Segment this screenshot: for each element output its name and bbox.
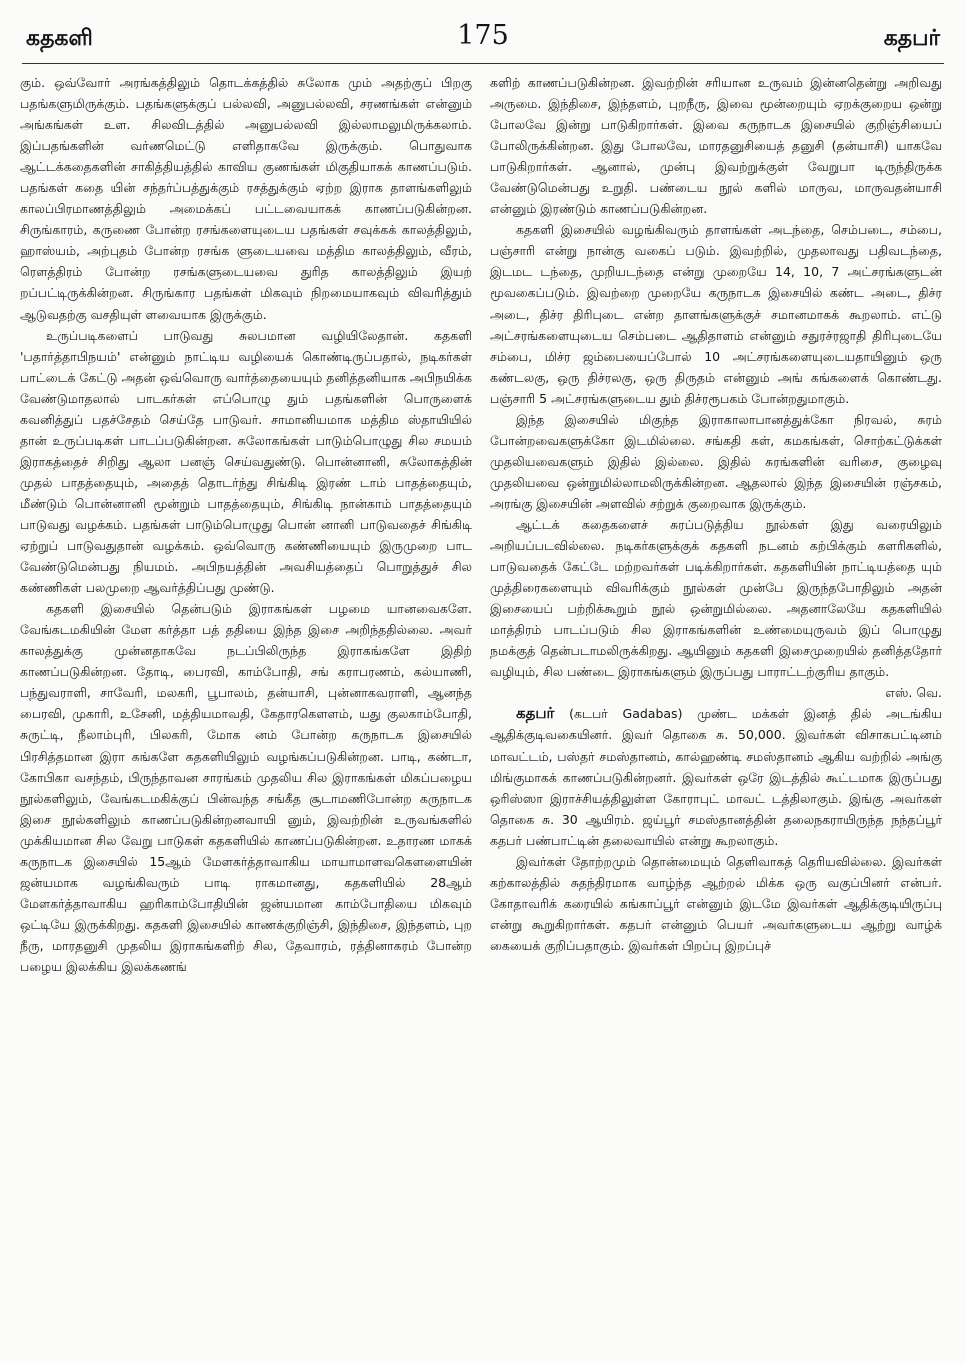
author-signature: எஸ். வெ. [885,685,942,701]
paragraph: கும். ஒவ்வோர் அரங்கத்திலும் தொடக்கத்தில் சுலோக மும் அதற்குப் பிறகு பதங்களுமிருக்கும். பதங்களுக்குப் பல்லவி, அனுபல்லவி, சரணங்கள் என்னும் அங்கங்கள் உள. சிலவிடத்தில் அனுபல்லவி இல்லாமலுமிருக்கலாம். இப்பதங்களின் வர்ணமெட்டு எளிதாகவே இருக்கும். பொதுவாக ஆட்டக்கதைகளின் சாகித்தியத்தில் காவிய குணங்கள் மிகுதியாகக் காணப்படும். பதங்கள் கதை யின் சந்தர்ப்பத்துக்கும் ரசத்துக்கும் ஏற்ற இராக தாளங்களிலும் காலப்பிரமாணத்திலும் அமைக்கப் பட்டவையாகக் காணப்படுகின்றன. சிருங்காரம், கருணை போன்ற ரசங்களையுடைய பதங்கள் சவுக்கக் காலத்திலும், ஹாஸ்யம், அற்புதம் போன்ற ரசங்க ளுடையவை மத்திம காலத்திலும், வீரம், ரௌத்திரம் போன்ற ரசங்களுடையவை துரித காலத்திலும் இயற் றப்பட்டிருக்கின்றன. சிருங்கார பதங்கள் மிகவும் நிறமையாகவும் விவரித்தும் ஆடுவதற்கு வசதியுள் ளவையாக இருக்கும். [20,75,472,322]
left-column [20,72,472,977]
header-rule [22,63,944,64]
paragraph: கதகளி இசையில் வழங்கிவரும் தாளங்கள் அடந்தை, செம்படை, சம்பை, பஞ்சாரி என்று நான்கு வகைப் படும். இவற்றில், முதலாவது பதிவடந்தை, இடமட டந்தை, முறியடந்தை என்று முறையே 14, 10, 7 அட்சரங்களுடன் மூவகைப்படும். இவற்றை முறையே கருநாடக இசையில் கண்ட அடை, திச்ர அடை, திச்ர திரிபுடை என்ற தாளங்களுக்குச் சமானமாகக் கூறலாம். எட்டு அட்சரங்களையுடைய செம்படை ஆதிதாளம் என்னும் சதுரச்ரஜாதி திரிபுடையே சம்பை, மிச்ர ஜம்பையைப்போல் 10 அட்சரங்களையுடையதாயினும் ஒரு கண்டலகு, ஒரு திச்ரலகு, ஒரு திருதம் என்னும் அங் கங்களைக் கொண்டது. பஞ்சாரி 5 அட்சரங்களுடைய தும் திச்ரரூபகம் போன்றதுமாகும். [490,222,942,406]
paragraph: கதகளி இசையில் தென்படும் இராகங்கள் பழமை யானவைகளே. வேங்கடமகியின் மேள கர்த்தா பத் ததியை இந்த இசை அறிந்ததில்லை. அவர் காலத்துக்கு முன்னதாகவே நடப்பிலிருந்த இராகங்களே இதிற் காணப்படுகின்றன. தோடி, பைரவி, காம்போதி, சங் கராபரணம், கல்யாணி, பந்துவராளி, சாவேரி, மலகரி, பூபாலம், தன்யாசி, புன்னாகவராளி, ஆனந்த பைரவி, முகாரி, உசேனி, மத்தியமாவதி, கேதாரகௌளம், யது குலகாம்போதி, சுருட்டி, நீலாம்புரி, பிலகரி, மோக னம் போன்ற கருநாடக இசையில் பிரசித்தமான இரா கங்களே கதகளியிலும் வழங்கப்படுகின்றன. பாடி, கண்டா, கோபிகா வசந்தம், பிருந்தாவன சாரங்கம் முதலிய சில இராகங்கள் மிகப்பழைய நூல்களிலும், வேங்கடமகிக்குப் பின்வந்த சங்கீத சூடாமணிபோன்ற கருநாடக இசை நூல்களிலும் காணப்படுகின்றனவாயி னும், இவற்றின் உருவங்களில் முக்கியமான சில வேறு பாடுகள் கதகளியில் காணப்படுகின்றன. உதாரண மாகக் கருநாடக இசையில் 15ஆம் மேளகர்த்தாவாகிய மாயாமாளவகௌளையின் ஜன்யமாக வழங்கிவரும் பாடி ராகமானது, கதகளியில் 28ஆம் மேளகர்த்தாவாகிய ஹரிகாம்போதியின் ஜன்யமான காம்போதியை மிகவும் ஒட்டியே இருக்கிறது. கதகளி இசையில் காணக்குறிஞ்சி, இந்திசை, இந்தளம், புற நீரு, மாரதனுசி முதலிய இராகங்களிற் சில, தேவாரம், ரத்தினாகரம் போன்ற பழைய இலக்கிய இலக்கணங் [20,601,472,974]
entry-paragraph [490,703,942,850]
entry-text: (கடபர் Gadabas) முண்ட மக்கள் இனத் தில் அடங்கிய ஆதிக்குடிவகையினர். இவர் தொகை சு. 50,000. இவர்கள் விசாகபட்டினம் மாவட்டம், பஸ்தர் சமஸ்தானம், கால்ஹண்டி சமஸ்தானம் ஆகிய வற்றில் அங்கு மிங்குமாகக் காணப்படுகின்றனர். இவர்கள் ஒரே இடத்தில் கூட்டமாக இருப்பது ஒரிஸ்ஸா இராச்சியத்திலுள்ள கோராபுட் மாவட் டத்திலாகும். இங்கு அவர்கள் தொகை சு. 30 ஆயிரம். ஜய்பூர் சமஸ்தானத்தின் தலைநகராயிருந்த நந்தப்பூர் கதபர் பண்பாட்டின் தலைவாயில் என்று கூறலாகும். [490,706,942,848]
running-head-right: கதபர் [883,26,940,51]
page-header [0,0,966,60]
paragraph: ஆட்டக் கதைகளைச் சுரப்படுத்திய நூல்கள் இது வரையிலும் அறியப்படவில்லை. நடிகர்களுக்குக் கதகளி நடனம் கற்பிக்கும் களரிகளில், பாடுவதைக் கேட்டே மற்றவர்கள் படிக்கிறார்கள். கதகளியின் நாட்டியத்தை யும் முத்திரைகளையும் விவரிக்கும் நூல்கள் முன்பே இருந்தபோதிலும் அதன் இசையைப் பற்றிக்கூறும் நூல் ஒன்றுமில்லை. அதனாலேயே கதகளியில் மாத்திரம் பாடப்படும் சில இராகங்களின் உண்மையுருவம் இப் பொழுது நமக்குத் தென்படாமலிருக்கிறது. ஆயினும் கதகளி இசைமுறையில் தனித்ததோர் வழியும், சில பண்டை இராகங்களும் இருப்பது பாராட்டற்குரிய தாகும். [490,516,942,680]
paragraph: இந்த இசையில் மிகுந்த இராகாலாபானத்துக்கோ நிரவல், சுரம் போன்றவைகளுக்கோ இடமில்லை. சங்கதி கள், கமகங்கள், சொற்கட்டுக்கள் முதலியவைகளும் இதில் இல்லை. இதில் சுரங்களின் வரிசை, குழைவு முதலியவை ஒன்றுமில்லாமலிருக்கின்றன. ஆதலால் இந்த இசையின் ரஞ்சகம், அரங்கு இசையின் அளவில் சற்றுக் குறைவாக இருக்கும். [490,411,942,511]
paragraph: களிற் காணப்படுகின்றன. இவற்றின் சரியான உருவம் இன்னதென்று அறிவது அருமை. இந்திசை, இந்தளம், புறநீரு, இவை மூன்றையும் ஏறக்குறைய ஒன்று போலவே இன்று பாடுகிறார்கள். இவை கருநாடக இசையில் குறிஞ்சியைப் போலிருக்கின்றன. இது போலவே, மாரதனுசியைத் தனுசி (தன்யாசி) யாகவே பாடுகிறார்கள். ஆனால், முன்பு இவற்றுக்குள் வேறுபா டிருந்திருக்க வேண்டுமென்பது உறுதி. பண்டைய நூல் களில் மாருவ, மாருவதன்யாசி என்னும் இரண்டும் காணப்படுகின்றன. [490,75,942,217]
right-column [490,72,942,956]
entry-title: கதபர் [516,704,555,723]
paragraph: இவர்கள் தோற்றமும் தொன்மையும் தெளிவாகத் தெரியவில்லை. இவர்கள் கற்காலத்தில் சுதந்திரமாக வாழ்ந்த ஆற்றல் மிக்க ஒரு வகுப்பினர் என்பர். கோதாவரிக் கரையில் கங்காப்பூர் என்னும் இடமே இவர்கள் ஆதிக்குடியிருப்பு என்று கூறுகிறார்கள். கதபர் என்னும் பெயர் அவர்களுடைய ஆற்று வாழ்க் கையைக் குறிப்பதாகும். இவர்கள் பிறப்பு இறப்புச் [490,853,942,953]
running-head-left: கதகளி [26,26,93,51]
page-number: 175 [457,20,509,51]
paragraph: உருப்படிகளைப் பாடுவது சுலபமான வழியிலேதான். கதகளி 'பதார்த்தாபிநயம்' என்னும் நாட்டிய வழியைக் கொண்டிருப்பதால், நடிகர்கள் பாட்டைக் கேட்டு அதன் ஒவ்வொரு வார்த்தையையும் தனித்தனியாக அபிநயிக்க வேண்டுமாதலால் பாடகர்கள் எப்பொழு தும் பதங்களின் பொருளைக் கவனித்துப் பதச்சேதம் செய்தே பாடுவர். சாமானியமாக மத்திம ஸ்தாயியில் தான் உருப்படிகள் பாடப்படுகின்றன. சுலோகங்கள் பாடும்பொழுது சில சமயம் இராகத்தைச் சிறிது ஆலா பனஞ் செய்வதுண்டு. பொன்னானி, சுலோகத்தின் முதல் பாதத்தையும், அதைத் தொடர்ந்து சிங்கிடி இரண் டாம் பாதத்தையும், மீண்டும் பொன்னானி மூன்றும் பாதத்தையும், சிங்கிடி நான்காம் பாதத்தையும் பாடுவது வழக்கம். பதங்கள் பாடும்பொழுது பொன் னானி பாடுவதைச் சிங்கிடி ஏற்றுப் பாடுவதுதான் வழக்கம். ஒவ்வொரு கண்ணியையும் இருமுறை பாட வேண்டுமென்பது நியமம். அபிநயத்தின் அவசியத்தைப் பொறுத்துச் சில கண்ணிகள் பலமுறை ஆவர்த்திப்பது முண்டு. [20,327,473,596]
